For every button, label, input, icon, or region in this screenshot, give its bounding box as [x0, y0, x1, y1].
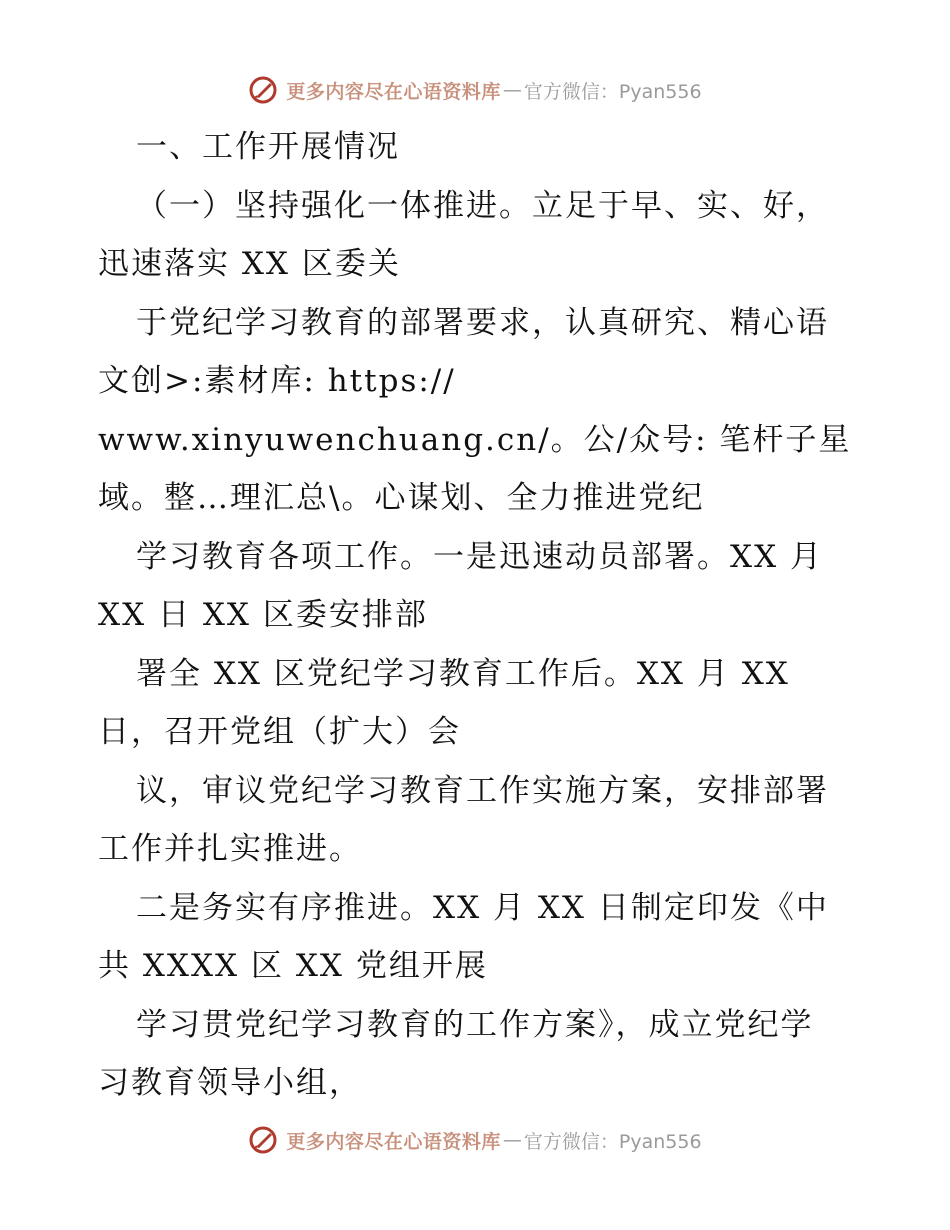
banner-brand-text: 更多内容尽在心语资料库	[286, 1130, 501, 1153]
body-line: 迅速落实 XX 区委关	[98, 246, 401, 282]
body-line: 文创>:素材库: https://	[98, 363, 456, 399]
body-line: www.xinyuwenchuang.cn/。公/众号: 笔杆子星	[98, 421, 852, 458]
body-line: 域。整…理汇总\。心谋划、全力推进党纪	[98, 480, 705, 516]
header-banner	[0, 70, 950, 110]
body-line: 共 XXXX 区 XX 党组开展	[98, 948, 488, 984]
body-line: 议，审议党纪学习教育工作实施方案，安排部署	[136, 772, 829, 809]
document-body	[98, 118, 858, 1113]
footer-banner	[0, 1120, 950, 1160]
banner-contact-text: 官方微信：Pyan556	[523, 1130, 702, 1153]
banner-contact-text: 官方微信：Pyan556	[523, 80, 702, 103]
body-line: 二是务实有序推进。XX 月 XX 日制定印发《中	[136, 889, 829, 926]
body-line: XX 日 XX 区委安排部	[98, 597, 428, 633]
quill-logo-icon	[248, 75, 278, 105]
body-line: 日，召开党组（扩大）会	[98, 714, 461, 750]
body-line: 署全 XX 区党纪学习教育工作后。XX 月 XX	[136, 655, 790, 692]
body-line: 习教育领导小组，	[98, 1065, 362, 1101]
quill-logo-icon	[248, 1125, 278, 1155]
body-line: 学习教育各项工作。一是迅速动员部署。XX 月	[136, 538, 823, 575]
body-line: 工作并扎实推进。	[98, 831, 362, 867]
body-line: （一）坚持强化一体推进。立足于早、实、好，	[136, 187, 829, 224]
section-heading: 一、工作开展情况	[136, 129, 400, 165]
body-line: 学习贯党纪学习教育的工作方案》，成立党纪学	[136, 1006, 814, 1043]
body-line: 于党纪学习教育的部署要求，认真研究、精心语	[136, 304, 829, 341]
banner-separator: —	[502, 1129, 522, 1151]
banner-brand-text: 更多内容尽在心语资料库	[286, 80, 501, 103]
banner-separator: —	[502, 79, 522, 101]
